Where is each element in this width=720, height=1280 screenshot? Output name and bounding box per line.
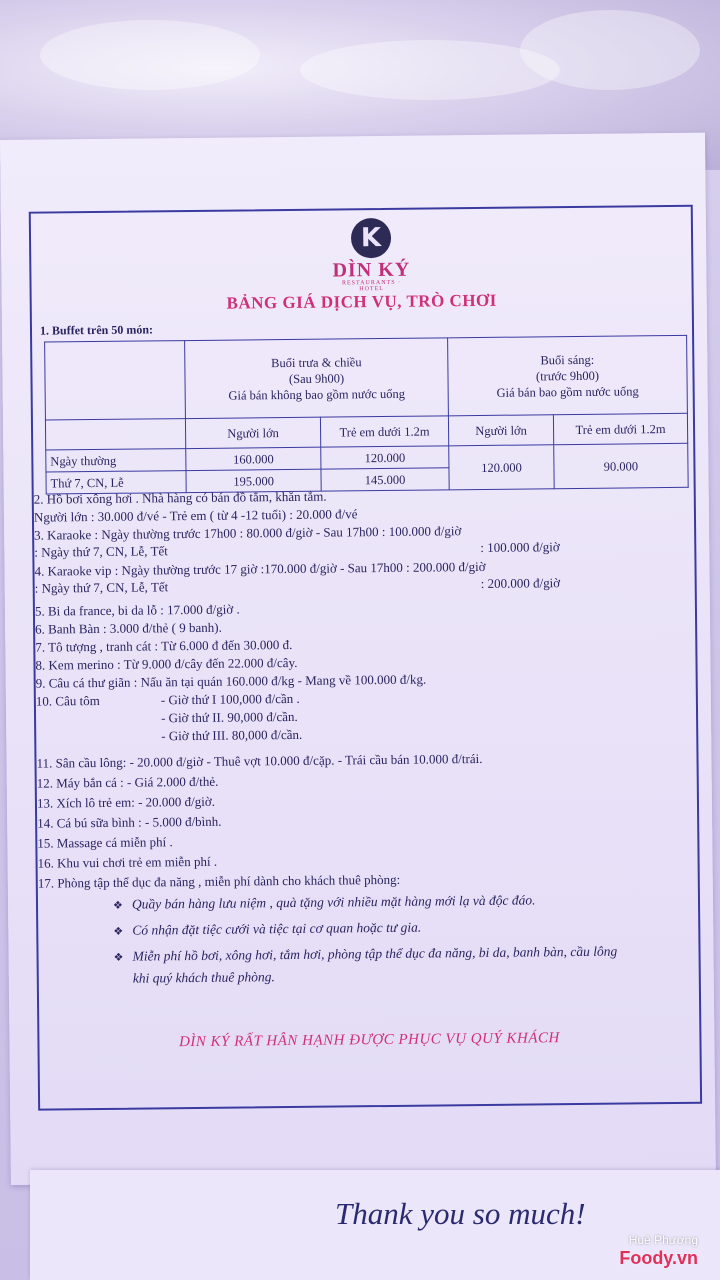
logo-subtitle: RESTAURANTS · HOTEL (341, 279, 402, 293)
price-cell: 90.000 (554, 443, 688, 488)
morning-header-line: Giá bán bao gồm nước uống (496, 383, 639, 400)
list-item: 11. Sân cầu lông: - 20.000 đ/giờ - Thuê vợt 10.000 đ/cặp. - Trái cầu bán 10.000 đ/trái. (36, 750, 483, 771)
column-header: Người lớn (185, 417, 320, 448)
buffet-price-table (44, 335, 689, 495)
morning-header (448, 335, 688, 415)
morning-header-line: Buổi sáng: (540, 352, 595, 367)
list-item: - Giờ thứ I 100,000 đ/cần . (160, 690, 300, 708)
price-cell: 160.000 (186, 447, 321, 470)
list-item: 13. Xích lô trẻ em: - 20.000 đ/giờ. (36, 793, 216, 811)
list-item: 7. Tô tượng , tranh cát : Từ 6.000 đ đến 30.000 đ. (35, 636, 293, 655)
morning-header-line: (trước 9h00) (535, 368, 600, 383)
list-item: 5. Bi da france, bi da lỗ : 17.000 đ/giờ . (34, 601, 240, 619)
page-title: BẢNG GIÁ DỊCH VỤ, TRÒ CHƠI (226, 290, 497, 313)
lunch-header-line: (Sau 9h00) (288, 370, 345, 386)
column-header: Trẻ em dưới 1.2m (320, 416, 448, 447)
list-item: 3. Karaoke : Ngày thường trước 17h00 : 80.000 đ/giờ - Sau 17h00 : 100.000 đ/giờ (34, 523, 462, 543)
closing-message: DÌN KÝ RẤT HÂN HẠNH ĐƯỢC PHỤC VỤ QUÝ KHÁCH (178, 1030, 560, 1051)
cloth-fold (40, 20, 260, 90)
list-item: - Giờ thứ II. 90,000 đ/cần. (160, 708, 298, 726)
note-item: khi quý khách thuê phòng. (132, 969, 275, 986)
price-cell: 195.000 (186, 469, 321, 492)
list-item: 14. Cá bú sữa bình : - 5.000 đ/bình. (37, 813, 222, 831)
watermark-brand: Foody.vn (619, 1248, 698, 1268)
row-label: Thứ 7, CN, Lễ (46, 471, 186, 494)
list-item: 2. Hồ bơi xông hơi . Nhà hàng có bán đồ tắm, khăn tắm. (33, 488, 327, 507)
table-blank (45, 419, 185, 450)
price-cell: 120.000 (449, 445, 554, 490)
logo-name: DÌN KÝ (332, 258, 411, 282)
lunch-header-line: Buổi trưa & chiều (271, 354, 362, 370)
price-sheet (0, 133, 716, 1185)
list-item: 17. Phòng tập thể dục đa năng , miễn phí dành cho khách thuê phòng: (37, 871, 401, 891)
price-cell: 120.000 (321, 446, 449, 469)
price-cell: 145.000 (321, 468, 449, 491)
list-item: : Ngày thứ 7, CN, Lễ, Tết (34, 543, 168, 560)
list-item: - Giờ thứ III. 80,000 đ/cần. (161, 726, 303, 744)
service-list (34, 485, 700, 1036)
logo-mark-icon: K (351, 218, 391, 258)
note-item: Quầy bán hàng lưu niệm , quà tặng với nhiều mặt hàng mới lạ và độc đáo. (131, 892, 536, 912)
cloth-fold (520, 10, 700, 90)
list-item: 6. Banh Bàn : 3.000 đ/thẻ ( 9 banh). (35, 619, 222, 637)
section-buffet-label: 1. Buffet trên 50 món: (39, 322, 154, 338)
note-item: Có nhận đặt tiệc cưới và tiệc tại cơ quan hoặc tư gia. (132, 919, 422, 938)
list-item: 4. Karaoke vip : Ngày thường trước 17 giờ :170.000 đ/giờ - Sau 17h00 : 200.000 đ/giờ (34, 558, 486, 579)
list-item: : 200.000 đ/giờ (480, 575, 561, 591)
list-item: 12. Máy bắn cá : - Giá 2.000 đ/thẻ. (36, 773, 219, 791)
list-item: Người lớn : 30.000 đ/vé - Trẻ em ( từ 4 -12 tuổi) : 20.000 đ/vé (33, 506, 358, 525)
logo (331, 218, 412, 293)
diamond-bullet-icon: ❖ (113, 924, 124, 938)
thank-you-text: Thank you so much! (335, 1196, 586, 1231)
table-corner (45, 341, 186, 420)
list-item: : Ngày thứ 7, CN, Lễ, Tết (34, 579, 169, 596)
lunch-header (185, 338, 449, 419)
row-label: Ngày thường (46, 449, 186, 472)
list-item: 16. Khu vui chơi trẻ em miễn phí . (37, 853, 218, 871)
list-item: 15. Massage cá miễn phí . (37, 834, 173, 851)
note-item: Miễn phí hồ bơi, xông hơi, tắm hơi, phòng tập thể dục đa năng, bi da, banh bàn, cầu lông (132, 943, 618, 964)
column-header: Trẻ em dưới 1.2m (553, 413, 687, 444)
list-item: 10. Câu tôm (35, 692, 100, 709)
watermark-user: Huê Phương (628, 1233, 698, 1247)
document-frame (29, 205, 702, 1111)
lunch-header-line: Giá bán không bao gồm nước uống (228, 386, 406, 403)
list-item: 9. Câu cá thư giãn : Nấu ăn tại quán 160.000 đ/kg - Mang về 100.000 đ/kg. (35, 671, 427, 691)
diamond-bullet-icon: ❖ (112, 898, 123, 912)
list-item: : 100.000 đ/giờ (480, 539, 560, 555)
list-item: 8. Kem merino : Từ 9.000 đ/cây đến 22.000 đ/cây. (35, 654, 298, 673)
diamond-bullet-icon: ❖ (113, 950, 124, 964)
column-header: Người lớn (448, 415, 553, 446)
